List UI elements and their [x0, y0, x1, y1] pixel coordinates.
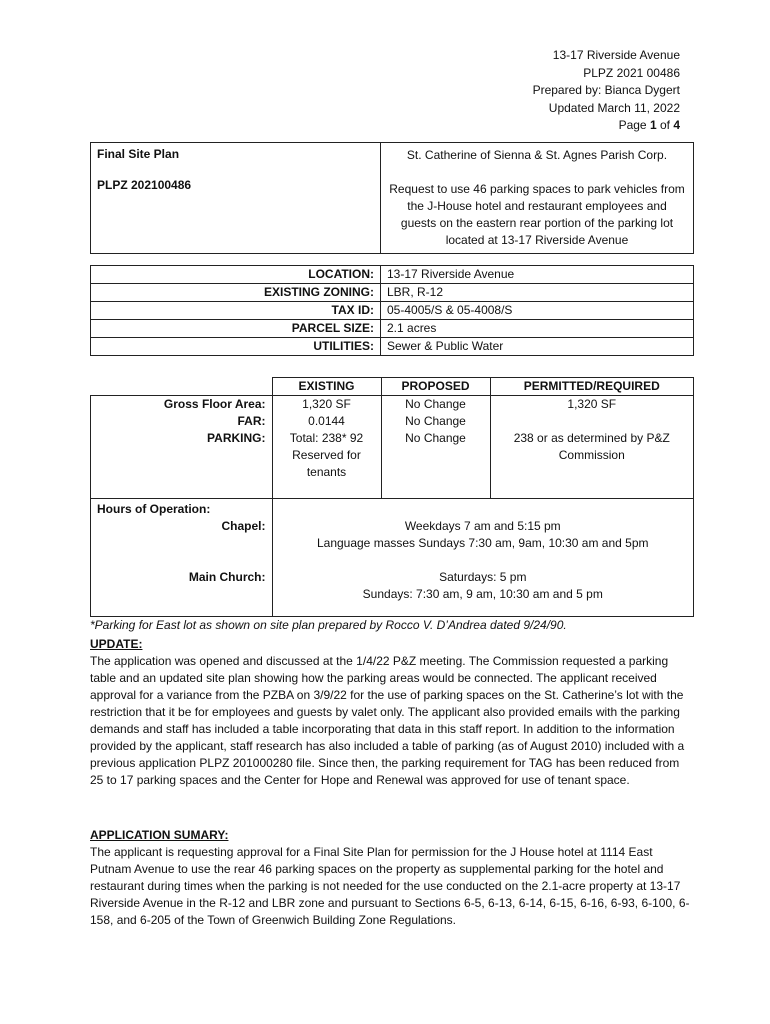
hours-label: Hours of Operation:	[97, 502, 211, 516]
update-section	[90, 636, 690, 789]
stats-header-row	[91, 378, 694, 396]
application-summary-heading: APPLICATION SUMARY:	[90, 828, 229, 842]
main-church-label: Main Church:	[188, 570, 266, 584]
church-hours-saturdays: Saturdays: 5 pm	[439, 570, 527, 584]
parking-footnote: *Parking for East lot as shown on site plan prepared by Rocco V. D’Andrea dated 9/24/90.	[90, 618, 567, 632]
stats-row-gfa: Gross Floor Area: 1,320 SF No Change 1,320 SF	[91, 396, 694, 414]
property-row: UTILITIES: Sewer & Public Water	[91, 338, 694, 356]
header-case-number: PLPZ 2021 00486	[583, 65, 680, 80]
chapel-hours-weekdays: Weekdays 7 am and 5:15 pm	[404, 519, 561, 533]
chapel-hours-sundays: Language masses Sundays 7:30 am, 9am, 10:30 am and 5pm	[316, 536, 649, 550]
application-number: PLPZ 202100486	[97, 178, 192, 192]
property-row: EXISTING ZONING: LBR, R-12	[91, 284, 694, 302]
stats-row-parking: PARKING: Total: 238* 92 Reserved for tenants No Change 238 or as determined by P&Z Commission	[91, 430, 694, 499]
stats-row-far: FAR: 0.0144 No Change	[91, 413, 694, 430]
application-type: Final Site Plan	[97, 147, 180, 161]
property-row: PARCEL SIZE: 2.1 acres	[91, 320, 694, 338]
stats-row-hours	[91, 499, 694, 617]
chapel-label: Chapel:	[221, 519, 266, 533]
summary-table	[90, 142, 694, 254]
update-text: The application was opened and discussed at the 1/4/22 P&Z meeting. The Commission requested a parking table and an updated site plan showing how the parking areas would be connected. The applicant received approval for a variance from the PZBA on 3/9/22 for the use of parking spaces on the St. Catherine’s lot with the restriction that it be for employees and guests by valet only. The applicant also provided emails with the parking demands and staff has included a table incorporating that data in this staff report. In addition to the information provided by the applicant, staff research has also included a table of parking (as of August 2010) included with a previous application PLPZ 201000280 file. Since then, the parking requirement for TAG has been reduced from 25 to 17 parking spaces and the Center for Hope and Renewal was approved for use of tenant space.	[90, 654, 685, 787]
col-proposed: PROPOSED	[381, 378, 490, 396]
owner-name: St. Catherine of Sienna & St. Agnes Parish Corp.	[406, 148, 668, 162]
col-permitted: PERMITTED/REQUIRED	[490, 378, 694, 396]
statistics-table	[90, 377, 694, 617]
request-description: Request to use 46 parking spaces to park vehicles from the J-House hotel and restaurant employees and guests on the eastern rear portion of the parking lot located at 13-17 Riverside Avenue	[389, 182, 685, 247]
header-updated-date: Updated March 11, 2022	[548, 100, 680, 115]
header-page-number: Page 1 of 4	[618, 118, 680, 132]
header-prepared-by: Prepared by: Bianca Dygert	[532, 83, 680, 97]
property-row: TAX ID: 05-4005/S & 05-4008/S	[91, 302, 694, 320]
application-summary-text: The applicant is requesting approval for a Final Site Plan for permission for the J House hotel at 1114 East Putnam Avenue to use the rear 46 parking spaces on the property as supplemental parking for the hotel and restaurant during times when the parking is not needed for the use conducted on the 2.1-acre property at 13-17 Riverside Avenue in the R-12 and LBR zone and pursuant to Sections 6-5, 6-13, 6-14, 6-15, 6-16, 6-93, 6-100, 6-158, and 6-205 of the Town of Greenwich Building Zone Regulations.	[90, 845, 690, 927]
header-address: 13-17 Riverside Avenue	[552, 48, 680, 62]
church-hours-sundays: Sundays: 7:30 am, 9 am, 10:30 am and 5 pm	[362, 587, 603, 601]
property-row: LOCATION: 13-17 Riverside Avenue	[91, 266, 694, 284]
col-existing: EXISTING	[272, 378, 381, 396]
summary-right	[381, 143, 694, 254]
property-table	[90, 265, 694, 356]
page-header	[533, 47, 680, 135]
summary-left	[91, 143, 381, 254]
update-heading: UPDATE:	[90, 637, 143, 651]
application-summary-section	[90, 827, 690, 929]
